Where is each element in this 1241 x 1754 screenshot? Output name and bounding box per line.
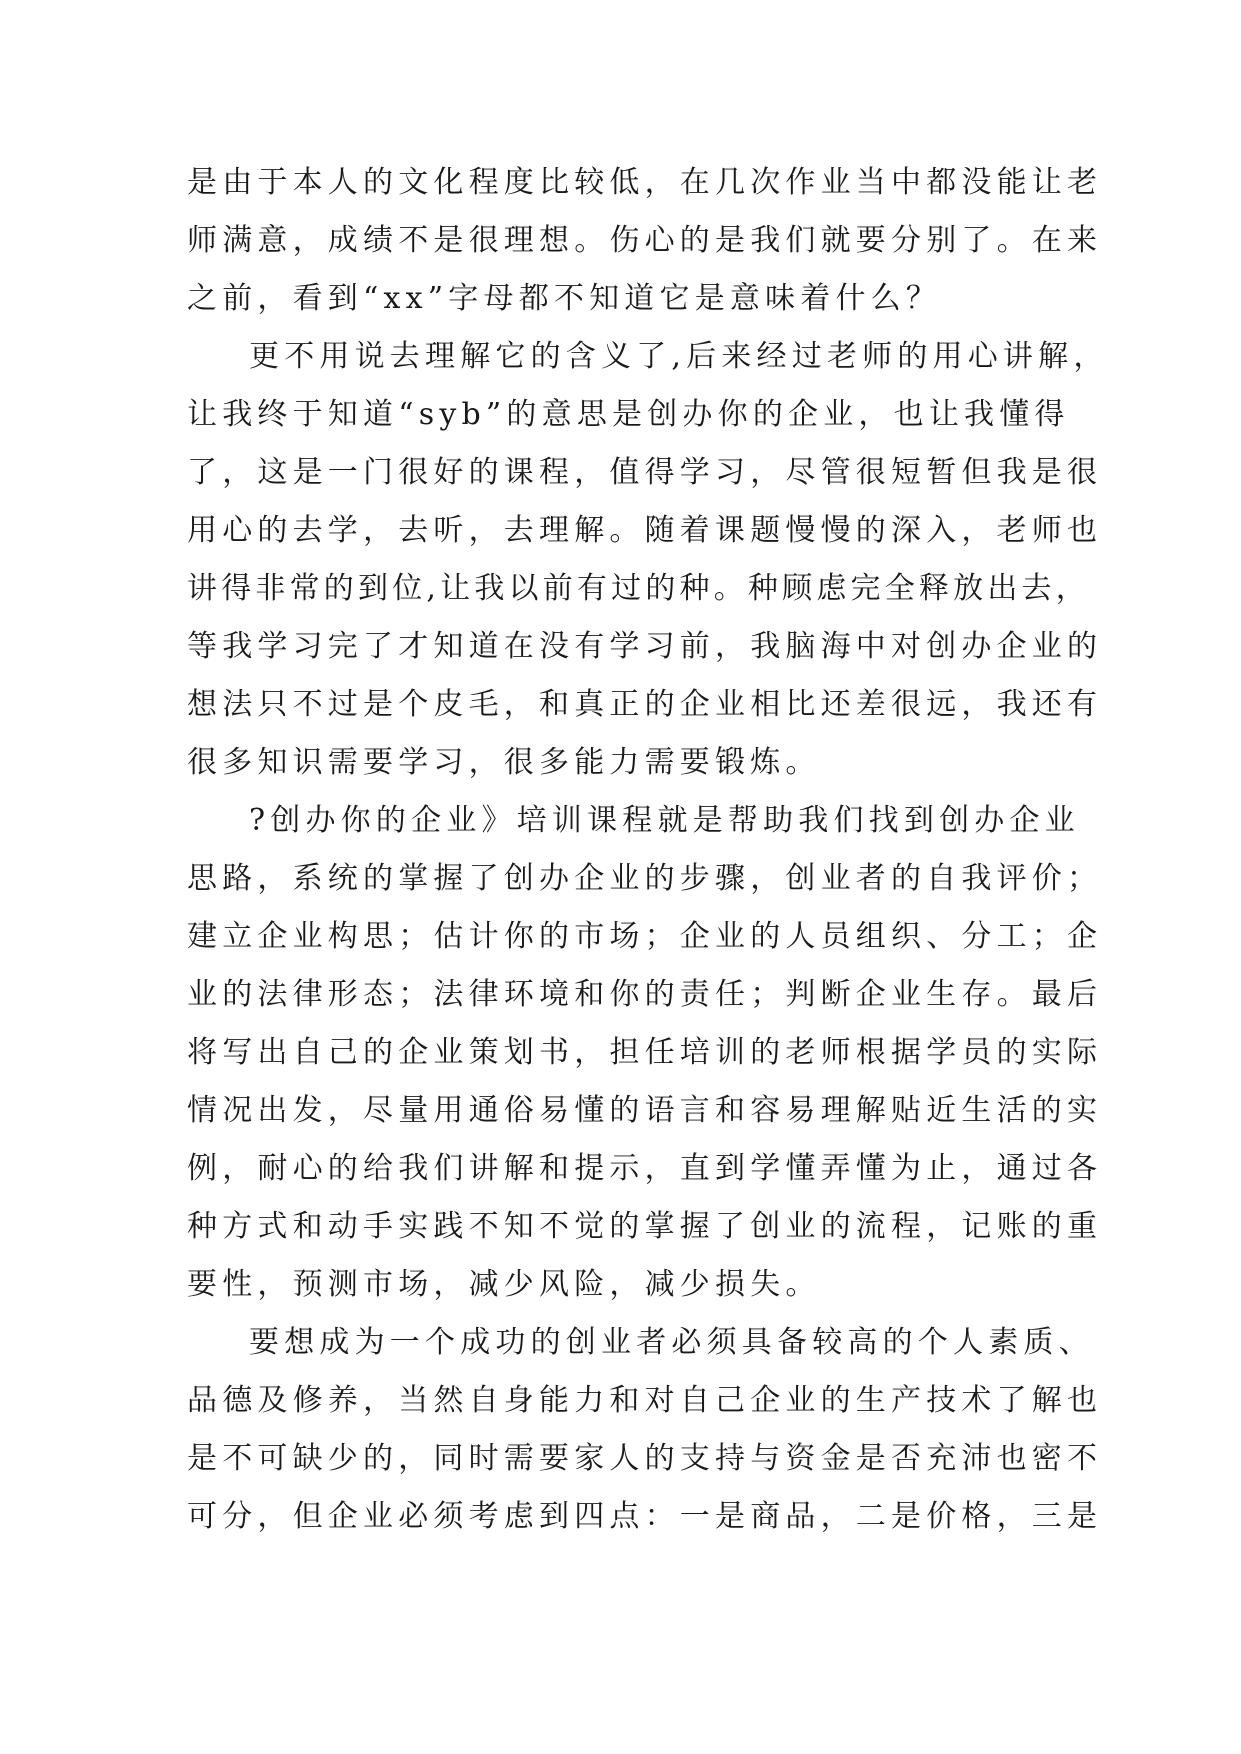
text-line-23: 是不可缺少的，同时需要家人的支持与资金是否充沛也密不 xyxy=(187,1441,1103,1476)
text-line-5: 让我终于知道“syb”的意思是创办你的企业，也让我懂得 xyxy=(187,397,1070,432)
text-line-7: 用心的去学，去听，去理解。随着课题慢慢的深入，老师也 xyxy=(187,513,1103,548)
text-line-13: 思路，系统的掌握了创办企业的步骤，创业者的自我评价； xyxy=(187,861,1103,896)
text-line-8: 讲得非常的到位,让我以前有过的种。种顾虑完全释放出去， xyxy=(187,571,1090,606)
body-text xyxy=(187,154,1109,1546)
text-line-4: 更不用说去理解它的含义了,后来经过老师的用心讲解， xyxy=(249,339,1109,374)
text-line-18: 例，耐心的给我们讲解和提示，直到学懂弄懂为止，通过各 xyxy=(187,1151,1103,1186)
text-line-9: 等我学习完了才知道在没有学习前，我脑海中对创办企业的 xyxy=(187,629,1103,664)
text-line-12: ?创办你的企业》培训课程就是帮助我们找到创办企业 xyxy=(249,803,1080,838)
text-line-3: 之前，看到“xx”字母都不知道它是意味着什么？ xyxy=(187,281,942,316)
text-line-15: 业的法律形态；法律环境和你的责任；判断企业生存。最后 xyxy=(187,977,1103,1012)
text-line-10: 想法只不过是个皮毛，和真正的企业相比还差很远，我还有 xyxy=(187,687,1103,722)
text-line-6: 了，这是一门很好的课程，值得学习，尽管很短暂但我是很 xyxy=(187,455,1103,490)
text-line-24: 可分，但企业必须考虑到四点：一是商品，二是价格，三是 xyxy=(187,1499,1103,1534)
text-line-14: 建立企业构思；估计你的市场；企业的人员组织、分工；企 xyxy=(187,919,1103,954)
text-line-11: 很多知识需要学习，很多能力需要锻炼。 xyxy=(187,745,821,780)
text-line-1: 是由于本人的文化程度比较低，在几次作业当中都没能让老 xyxy=(187,165,1103,200)
text-line-2: 师满意，成绩不是很理想。伤心的是我们就要分别了。在来 xyxy=(187,223,1103,258)
text-line-17: 情况出发，尽量用通俗易懂的语言和容易理解贴近生活的实 xyxy=(187,1093,1103,1128)
text-line-21: 要想成为一个成功的创业者必须具备较高的个人素质、 xyxy=(249,1325,1094,1360)
text-line-16: 将写出自己的企业策划书，担任培训的老师根据学员的实际 xyxy=(187,1035,1103,1070)
text-line-19: 种方式和动手实践不知不觉的掌握了创业的流程，记账的重 xyxy=(187,1209,1103,1244)
text-line-22: 品德及修养，当然自身能力和对自己企业的生产技术了解也 xyxy=(187,1383,1103,1418)
text-line-20: 要性，预测市场，减少风险，减少损失。 xyxy=(187,1267,821,1302)
